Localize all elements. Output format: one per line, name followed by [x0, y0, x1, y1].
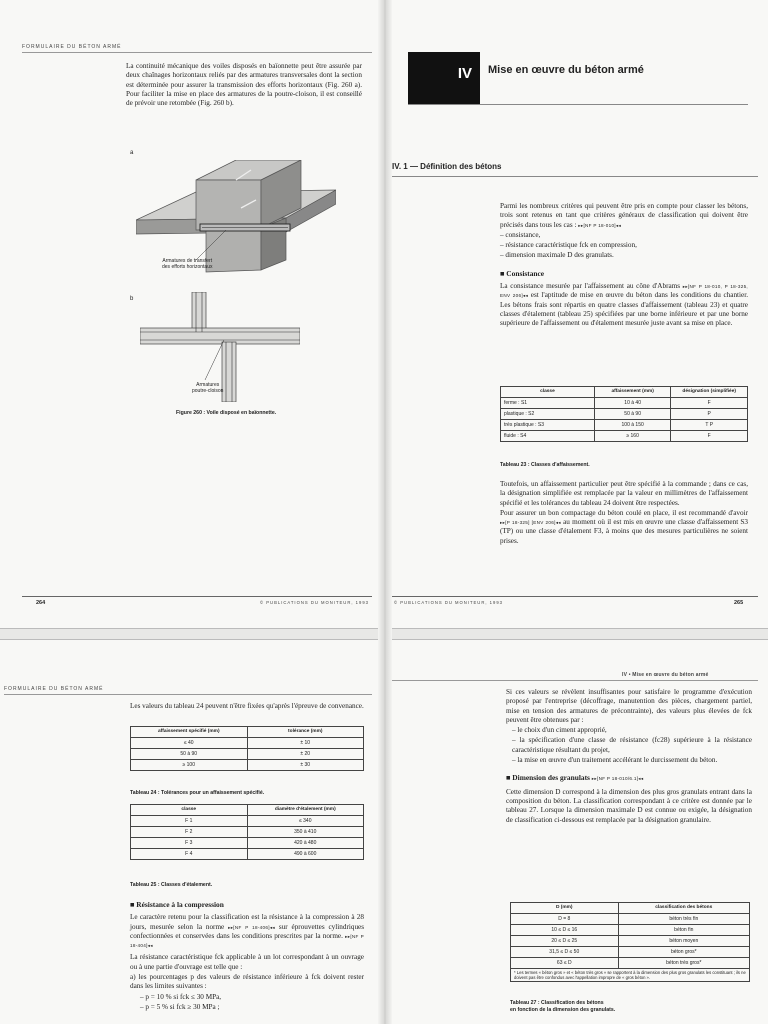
- table-header-row: [511, 903, 750, 914]
- paragraph: Toutefois, un affaissement particulier peut être spécifié à la commande ; dans ce cas, la désignation simplifiée est remplacée par la valeur en millimètres de l'affaissement spécifié et les tolérances du tableau 24 doivent être respectées.: [500, 480, 748, 507]
- intro-text: Parmi les nombreux critères qui peuvent être pris en compte pour classer les bétons, trois sont retenus en tant que critères généraux de classification qui doivent être précisés dans tous les cas :: [500, 202, 748, 229]
- page-265: [386, 0, 768, 630]
- annotation-line-1: Armatures: [196, 382, 220, 388]
- table-cell: P: [671, 409, 748, 420]
- table-row: [511, 914, 750, 925]
- bullet-item: – p = 5 % si fck ≥ 30 MPa ;: [140, 1002, 220, 1011]
- footer-rule: [22, 596, 372, 597]
- table-note-row: [511, 969, 750, 982]
- table-cell: ≤ 40: [131, 738, 248, 749]
- table-cell: ≤ 340: [247, 816, 364, 827]
- consistance-paragraph: [500, 282, 748, 328]
- table-cell: F 3: [131, 838, 248, 849]
- table-23: [500, 386, 748, 442]
- section-rule: [392, 176, 758, 177]
- table-cell: béton très fin: [618, 914, 749, 925]
- paragraph: La résistance caractéristique fck applicable à un lot correspondant à un ouvrage ou à une partie d'ouvrage est telle que :: [130, 953, 364, 971]
- table-cell: F 1: [131, 816, 248, 827]
- table-header: diamètre d'étalement (mm): [247, 805, 364, 816]
- header-rule: [392, 680, 758, 681]
- page-267: [386, 636, 768, 1024]
- criterion-item: – consistance,: [500, 230, 541, 239]
- paragraph: [130, 913, 364, 950]
- table-cell: F: [671, 431, 748, 442]
- table-cell: F 2: [131, 827, 248, 838]
- table-row: [511, 925, 750, 936]
- chapter-header: [408, 52, 768, 104]
- bullet-item: – p = 10 % si fck ≤ 30 MPa,: [140, 992, 222, 1001]
- table-row: [131, 749, 364, 760]
- table-row: [501, 420, 748, 431]
- table-header: D (mm): [511, 903, 619, 914]
- chapter-rule: [408, 104, 748, 105]
- figure-label-a: a: [130, 150, 134, 156]
- table-24: [130, 726, 364, 771]
- table-cell: 420 à 480: [247, 838, 364, 849]
- page-number: 265: [734, 600, 744, 606]
- table-header: classification des bétons: [618, 903, 749, 914]
- table-header: affaissement (mm): [594, 387, 671, 398]
- granulats-heading: [506, 773, 752, 783]
- paragraph: [500, 509, 748, 546]
- header-rule: [4, 694, 372, 695]
- book-spine: [378, 0, 392, 1024]
- table-header-row: [131, 727, 364, 738]
- running-head: FORMULAIRE DU BÉTON ARMÉ: [4, 686, 104, 692]
- annotation-line-2: des efforts horizontaux: [162, 264, 213, 270]
- text: est l'aptitude de mise en œuvre du béton dans les conditions du chantier. Les bétons frais sont répartis en quatre classes d'affaissement (tableau 23) et quatre classes d'étalement (tableau 25) spécifiées par une borne inférieure et par une borne supérieure de l'affaissement ou d'étalement mesurée juste avant sa mise en place.: [500, 291, 749, 328]
- table-row: [501, 398, 748, 409]
- table-row: [131, 816, 364, 827]
- figure-label-b: b: [130, 296, 134, 302]
- table-header: classe: [501, 387, 595, 398]
- table-row: [511, 947, 750, 958]
- bullet-item: – la mise en œuvre d'un traitement accélérant le durcissement du béton.: [512, 756, 718, 765]
- table-cell: 50 à 90: [131, 749, 248, 760]
- section-title: IV. 1 — Définition des bétons: [392, 162, 502, 171]
- table-cell: 10 à 40: [594, 398, 671, 409]
- annotation-armatures-poutre: [192, 382, 223, 394]
- paragraph-intro: La continuité mécanique des voiles disposés en baïonnette peut être assurée par deux chaînages horizontaux reliés par des armatures transversales dont la section est déterminée pour assurer la transmission des efforts horizontaux (Fig. 260 a). Pour faciliter la mise en place des armatures de la poutre-cloison, il est conseillé de prévoir une retombée (Fig. 260 b).: [126, 62, 362, 108]
- table-cell: plastique : S2: [501, 409, 595, 420]
- consistance-heading: ■ Consistance: [500, 268, 545, 278]
- table-cell: F: [671, 398, 748, 409]
- table-cell: 31,5 ≤ D ≤ 50: [511, 947, 619, 958]
- text: au moment où il est mis en œuvre une classe d'affaissement S3 (TP) ou une classe d'étalement F3, à moins que des mesures particulières ne soient prises.: [500, 518, 748, 545]
- table-caption: Tableau 25 : Classes d'étalement.: [130, 882, 213, 888]
- section-body: [506, 688, 752, 826]
- table-cell: très plastique : S3: [501, 420, 595, 431]
- text: La consistance mesurée par l'affaissement au cône d'Abrams: [500, 282, 681, 291]
- after-table-body: [500, 480, 748, 547]
- table-cell: ferme : S1: [501, 398, 595, 409]
- figure-caption: Figure 260 : Voile disposé en baïonnette.: [176, 410, 277, 416]
- chapter-title: Mise en œuvre du béton armé: [488, 64, 644, 76]
- page-266: [0, 636, 382, 1024]
- text: Pour assurer un bon compactage du béton coulé en place, il est recommandé d'avoir: [500, 508, 748, 517]
- table-header-row: [501, 387, 748, 398]
- caption-line-1: Tableau 27 : Classification des bétons: [510, 1000, 604, 1006]
- criterion-item: – résistance caractéristique fck en compression,: [500, 241, 637, 250]
- intro-paragraph: [500, 202, 748, 230]
- table-header: classe: [131, 805, 248, 816]
- bullet-item: – le choix d'un ciment approprié,: [512, 726, 607, 735]
- table-cell: T P: [671, 420, 748, 431]
- norm-ref: ▸▸[NF P 18-010]◂◂: [578, 222, 622, 228]
- annotation-line-1: Armatures de transfert: [162, 258, 213, 264]
- bullet-item: – la spécification d'une classe de résistance (fc28) supérieure à la résistance caractéristique résultant du projet,: [512, 736, 752, 754]
- resistance-heading: ■ Résistance à la compression: [130, 900, 224, 909]
- table-cell: 50 à 90: [594, 409, 671, 420]
- table-row: [511, 936, 750, 947]
- table-header-row: [131, 805, 364, 816]
- table-cell: F 4: [131, 849, 248, 860]
- resistance-section: [130, 896, 364, 1013]
- header-rule: [22, 52, 372, 53]
- table-cell: 100 à 150: [594, 420, 671, 431]
- table-cell: D = 8: [511, 914, 619, 925]
- footer-rule: [392, 596, 758, 597]
- table-cell: 350 à 410: [247, 827, 364, 838]
- running-head: IV • Mise en œuvre du béton armé: [622, 672, 709, 678]
- text: sur éprouvettes cylindriques confectionnées et conservées dans les conditions prescrites par la norme.: [130, 922, 365, 940]
- table-cell: 490 à 600: [247, 849, 364, 860]
- table-25: [130, 804, 364, 860]
- table-row: [511, 958, 750, 969]
- table-cell: ≥ 160: [594, 431, 671, 442]
- table-cell: 20 ≤ D ≤ 25: [511, 936, 619, 947]
- table-row: [131, 849, 364, 860]
- table-header: affaissement spécifié (mm): [131, 727, 248, 738]
- norm-ref: ▸▸[NF P 18-404]◂◂: [130, 933, 364, 949]
- table-cell: ≥ 100: [131, 760, 248, 771]
- table-cell: ± 10: [247, 738, 364, 749]
- text: Le caractère retenu pour la classification est la résistance à la compression à 28 jours, mesurée selon la norme: [130, 913, 364, 931]
- paragraph: Si ces valeurs se révèlent insuffisantes pour satisfaire le programme d'exécution proposé par l'entreprise (décoffrage, manutention des pièces, chargement partiel, mise en tension des armatures de précontrainte), des valeurs plus élevées de fck peuvent être obtenues par :: [506, 688, 752, 724]
- paragraph: Cette dimension D correspond à la dimension des plus gros granulats entrant dans la composition du béton. La classification correspondant à ce critère est donnée par le tableau 27. Lorsque la dimension maximale D est connue ou exigée, la désignation de classification ci-dessous est remplacée par la désignation granulaire.: [506, 787, 752, 824]
- footer-copyright: © PUBLICATIONS DU MONITEUR, 1993: [260, 600, 370, 605]
- annotation-armatures-transfert: [162, 258, 213, 270]
- table-cell: 63 ≤ D: [511, 958, 619, 969]
- table-cell: béton très gros*: [618, 958, 749, 969]
- section-body: [500, 202, 748, 330]
- table-caption: Tableau 23 : Classes d'affaissement.: [500, 462, 590, 468]
- table-cell: fluide : S4: [501, 431, 595, 442]
- caption-line-2: en fonction de la dimension des granulats.: [510, 1006, 616, 1013]
- table-row: [131, 738, 364, 749]
- paragraph: a) les pourcentages p des valeurs de résistance inférieure à fck doivent rester dans les limites suivantes :: [130, 973, 364, 991]
- table-row: [501, 409, 748, 420]
- running-head: FORMULAIRE DU BÉTON ARMÉ: [22, 44, 122, 50]
- norm-ref: ▸▸[NF P 18-010, P 18-325, ENV 206]◂◂: [500, 284, 749, 299]
- table-cell: béton fin: [618, 925, 749, 936]
- table-row: [131, 827, 364, 838]
- annotation-line-2: poutre-cloison: [192, 388, 224, 394]
- table-cell: béton moyen: [618, 936, 749, 947]
- table-row: [131, 838, 364, 849]
- norm-ref: ▸▸[NF P 18-010/6.1]◂◂: [591, 776, 644, 782]
- table-note: * Les termes « béton gros » et « béton très gros » se rapportent à la dimension des plus gros granulats les constituant ; ils ne doivent pas être confondus avec l'appellation impropre de « gros béton ».: [511, 969, 750, 982]
- chapter-number: IV: [408, 52, 480, 104]
- table-caption: Tableau 24 : Tolérances pour un affaissement spécifié.: [130, 790, 265, 796]
- table-caption: [510, 1000, 615, 1013]
- table-row: [131, 760, 364, 771]
- norm-ref: ▸▸[P 18-325] [ENV 206]◂◂: [500, 520, 561, 526]
- table-row: [501, 431, 748, 442]
- page-264: [0, 0, 382, 630]
- norm-ref: ▸▸[NF P 18-406]◂◂: [228, 924, 276, 930]
- table-cell: béton gros*: [618, 947, 749, 958]
- table-27: [510, 902, 750, 982]
- heading-text: ■ Dimension des granulats: [506, 773, 590, 783]
- table-cell: 10 ≤ D ≤ 16: [511, 925, 619, 936]
- footer-copyright: © PUBLICATIONS DU MONITEUR, 1993: [394, 600, 504, 605]
- table-cell: ± 20: [247, 749, 364, 760]
- table-cell: ± 30: [247, 760, 364, 771]
- table-header: tolérance (mm): [247, 727, 364, 738]
- criterion-item: – dimension maximale D des granulats.: [500, 251, 614, 260]
- page-number: 264: [36, 600, 46, 606]
- intro-paragraph: Les valeurs du tableau 24 peuvent n'être fixées qu'après l'épreuve de convenance.: [130, 702, 364, 710]
- table-header: désignation (simplifiée): [671, 387, 748, 398]
